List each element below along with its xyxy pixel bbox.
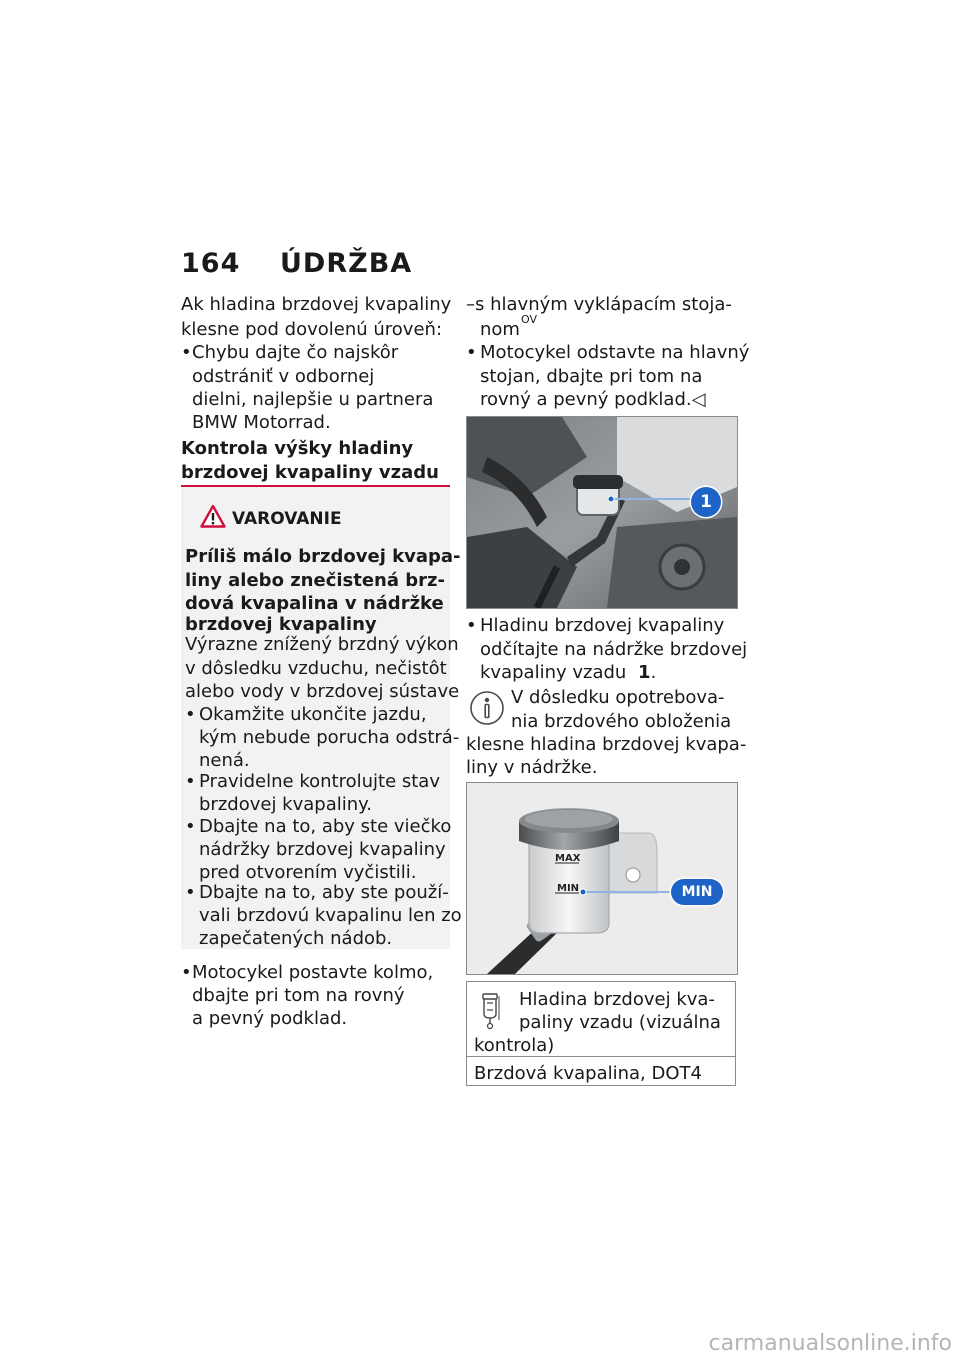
- info-line-4: liny v nádržke.: [466, 757, 598, 778]
- min-callout-badge: MIN: [671, 879, 723, 905]
- warning-body-line-2: v dôsledku vzduchu, nečistôt: [185, 658, 447, 679]
- bullet4-line-1: Hladinu brzdovej kvapaliny: [480, 615, 725, 636]
- warning-item1-line-3: nená.: [199, 750, 250, 771]
- bullet2-line-2: dbajte pri tom na rovný: [192, 985, 405, 1006]
- warning-item3-line-3: pred otvorením vyčistili.: [199, 862, 417, 883]
- warning-item4-line-1: Dbajte na to, aby ste použí-: [199, 882, 449, 903]
- photo-reservoir-location: [466, 416, 738, 609]
- warning-divider: [181, 485, 450, 487]
- warning-triangle-icon: [200, 504, 226, 528]
- min-mark-text: MIN: [557, 883, 580, 894]
- bullet3-line-3: rovný a pevný podklad.◁: [480, 389, 706, 410]
- warning-item-dot: •: [185, 704, 196, 725]
- bullet4-line-3-text: kvapaliny vzadu: [480, 662, 627, 683]
- warning-title-line-1: Príliš málo brzdovej kvapa-: [185, 546, 461, 567]
- info-icon: [469, 690, 505, 726]
- bullet-dot: •: [181, 342, 192, 363]
- info-line-1: V dôsledku opotrebova-: [511, 687, 725, 708]
- warning-item2-line-1: Pravidelne kontrolujte stav: [199, 771, 440, 792]
- bullet-dot: •: [466, 615, 477, 636]
- bullet4-line-3-end: .: [650, 662, 657, 683]
- bullet-dot: •: [466, 342, 477, 363]
- table-row1-line-2: paliny vzadu (vizuálna: [519, 1012, 721, 1033]
- bullet3-line-1: Motocykel odstavte na hlavný: [480, 342, 750, 363]
- warning-item1-line-1: Okamžite ukončite jazdu,: [199, 704, 427, 725]
- info-line-3: klesne hladina brzdovej kvapa-: [466, 734, 747, 755]
- warning-item-dot: •: [185, 771, 196, 792]
- watermark: carmanualsonline.info: [708, 1331, 952, 1356]
- warning-body-line-3: alebo vody v brzdovej sústave: [185, 681, 460, 702]
- warning-item-dot: •: [185, 816, 196, 837]
- warning-item-dot: •: [185, 882, 196, 903]
- bullet4-line-3: [480, 661, 656, 684]
- reservoir-level-icon: [479, 990, 501, 1030]
- warning-title-line-4: brzdovej kvapaliny: [185, 614, 377, 635]
- warning-item2-line-2: brzdovej kvapaliny.: [199, 794, 372, 815]
- page-number: 164: [181, 248, 241, 279]
- bullet2-line-1: Motocykel postavte kolmo,: [192, 962, 434, 983]
- dash-line-2: nom: [480, 319, 520, 340]
- bullet4-line-2: odčítajte na nádržke brzdovej: [480, 639, 748, 660]
- intro-line-1: Ak hladina brzdovej kvapaliny: [181, 294, 452, 315]
- warning-item1-line-2: kým nebude porucha odstrá-: [199, 727, 460, 748]
- bullet1-line-1: Chybu dajte čo najskôr: [192, 342, 399, 363]
- bullet3-line-2: stojan, dbajte pri tom na: [480, 366, 703, 387]
- dash-line-1: –s hlavným vyklápacím stoja-: [466, 294, 732, 315]
- variant-superscript: OV: [521, 313, 537, 326]
- info-line-2: nia brzdového obloženia: [511, 711, 732, 732]
- warning-label: VAROVANIE: [232, 509, 342, 529]
- bullet-dot: •: [181, 962, 192, 983]
- warning-item4-line-3: zapečatených nádob.: [199, 928, 393, 949]
- section-heading-line-1: Kontrola výšky hladiny: [181, 438, 414, 459]
- bullet1-line-2: odstrániť v odbornej: [192, 366, 375, 387]
- callout-badge-1: 1: [691, 487, 721, 517]
- bullet2-line-3: a pevný podklad.: [192, 1008, 348, 1029]
- photo-reservoir-closeup: [466, 782, 738, 975]
- table-row1-line-1: Hladina brzdovej kva-: [519, 989, 715, 1010]
- max-mark-text: MAX: [555, 853, 581, 864]
- warning-item3-line-2: nádržky brzdovej kvapaliny: [199, 839, 446, 860]
- bullet1-line-4: BMW Motorrad.: [192, 412, 331, 433]
- table-row2: Brzdová kvapalina, DOT4: [474, 1063, 702, 1084]
- warning-body-line-1: Výrazne znížený brzdný výkon: [185, 634, 459, 655]
- chapter-title: ÚDRŽBA: [280, 248, 413, 279]
- bullet1-line-3: dielni, najlepšie u partnera: [192, 389, 434, 410]
- warning-title-line-2: liny alebo znečistená brz-: [185, 570, 445, 591]
- bullet4-ref-number: 1: [638, 662, 651, 683]
- warning-title-line-3: dová kvapalina v nádržke: [185, 593, 444, 614]
- section-heading-line-2: brzdovej kvapaliny vzadu: [181, 462, 439, 483]
- warning-item4-line-2: vali brzdovú kvapalinu len zo: [199, 905, 462, 926]
- intro-line-2: klesne pod dovolenú úroveň:: [181, 319, 443, 340]
- table-row1-line-3: kontrola): [474, 1035, 555, 1056]
- warning-item3-line-1: Dbajte na to, aby ste viečko: [199, 816, 452, 837]
